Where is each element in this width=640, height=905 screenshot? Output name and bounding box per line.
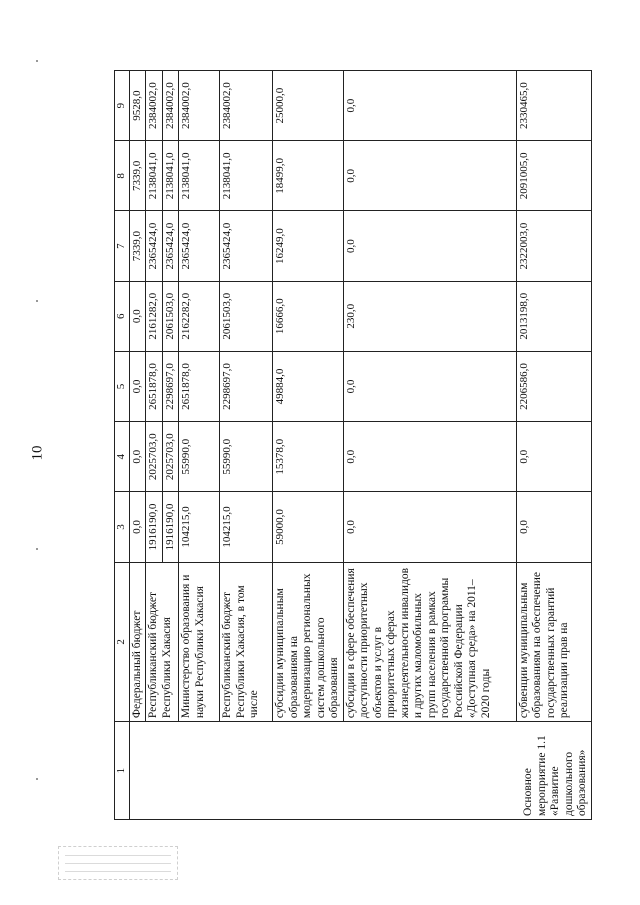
event-cell: Основное мероприятие 1.1 «Развитие дошкольного образования» [129,722,591,820]
row-label: субвенции муниципальным образованиям на обеспечение государственных гарантий реализации прав на [516,562,591,722]
value-cell: 16249,0 [273,211,344,281]
scan-speck [36,300,38,302]
value-cell: 2025703,0 [162,422,179,492]
table-row [343,71,516,820]
row-label: Министерство образования и науки Республики Хакасия [179,562,220,722]
value-cell: 15378,0 [273,422,344,492]
value-cell: 0,0 [516,422,591,492]
value-cell: 2061503,0 [220,281,273,351]
value-cell: 0,0 [343,422,516,492]
value-cell: 230,0 [343,281,516,351]
value-cell: 0,0 [343,492,516,562]
value-cell: 2138041,0 [220,141,273,211]
faded-stamp [58,846,178,880]
value-cell: 2384002,0 [146,71,163,141]
row-label: субсидии в сфере обеспечения доступности приоритетных объектов и услуг в приоритетных сферах жизнедеятельности инвалидов и других маломобильных групп населения в рамках государственной программы Российской Федерации «Доступная среда» на 2011–2020 годы [343,562,516,722]
value-cell: 2384002,0 [162,71,179,141]
value-cell: 2365424,0 [162,211,179,281]
budget-table-rotated [114,70,588,820]
table-row [516,71,591,820]
value-cell: 0,0 [129,422,146,492]
value-cell: 0,0 [129,351,146,421]
scan-speck [36,548,38,550]
value-cell: 2161282,0 [146,281,163,351]
value-cell: 0,0 [343,71,516,141]
value-cell: 0,0 [343,351,516,421]
scan-speck [36,778,38,780]
value-cell: 2138041,0 [162,141,179,211]
value-cell: 55990,0 [220,422,273,492]
value-cell: 1916190,0 [146,492,163,562]
value-cell: 0,0 [343,211,516,281]
value-cell: 9528,0 [129,71,146,141]
value-cell: 2365424,0 [220,211,273,281]
value-cell: 16666,0 [273,281,344,351]
table-row [179,71,220,820]
header-cell: 4 [115,422,130,492]
table-row [273,71,344,820]
header-cell: 2 [115,562,130,722]
page-number: 10 [29,445,46,461]
value-cell: 7339,0 [129,211,146,281]
value-cell: 55990,0 [179,422,220,492]
scan-speck [36,60,38,62]
row-label: Федеральный бюджет [129,562,146,722]
value-cell: 0,0 [516,492,591,562]
value-cell: 2025703,0 [146,422,163,492]
value-cell: 25000,0 [273,71,344,141]
value-cell: 0,0 [129,281,146,351]
value-cell: 2322003,0 [516,211,591,281]
value-cell: 2013198,0 [516,281,591,351]
value-cell: 2138041,0 [179,141,220,211]
value-cell: 0,0 [343,141,516,211]
table-row [220,71,273,820]
value-cell: 2365424,0 [179,211,220,281]
table-row [129,71,146,820]
value-cell: 18499,0 [273,141,344,211]
budget-table [114,70,592,820]
value-cell: 2651878,0 [179,351,220,421]
value-cell: 1916190,0 [162,492,179,562]
value-cell: 49884,0 [273,351,344,421]
header-cell: 3 [115,492,130,562]
header-cell: 1 [115,722,130,820]
header-cell: 6 [115,281,130,351]
value-cell: 2298697,0 [162,351,179,421]
header-row [115,71,130,820]
header-cell: 9 [115,71,130,141]
value-cell: 104215,0 [179,492,220,562]
value-cell: 2061503,0 [162,281,179,351]
header-cell: 5 [115,351,130,421]
value-cell: 2330465,0 [516,71,591,141]
table-row [146,71,163,820]
value-cell: 2384002,0 [220,71,273,141]
value-cell: 2138041,0 [146,141,163,211]
value-cell: 2206586,0 [516,351,591,421]
value-cell: 104215,0 [220,492,273,562]
value-cell: 2384002,0 [179,71,220,141]
row-label: субсидии муниципальным образованиям на модернизацию региональных систем дошкольного образования [273,562,344,722]
value-cell: 59000,0 [273,492,344,562]
header-cell: 7 [115,211,130,281]
value-cell: 2365424,0 [146,211,163,281]
value-cell: 2298697,0 [220,351,273,421]
value-cell: 7339,0 [129,141,146,211]
value-cell: 0,0 [129,492,146,562]
row-label: Республиканский бюджет Республики Хакасия [146,562,179,722]
row-label: Республиканский бюджет Республики Хакасия, в том числе [220,562,273,722]
value-cell: 2651878,0 [146,351,163,421]
header-cell: 8 [115,141,130,211]
value-cell: 2091005,0 [516,141,591,211]
value-cell: 2162282,0 [179,281,220,351]
